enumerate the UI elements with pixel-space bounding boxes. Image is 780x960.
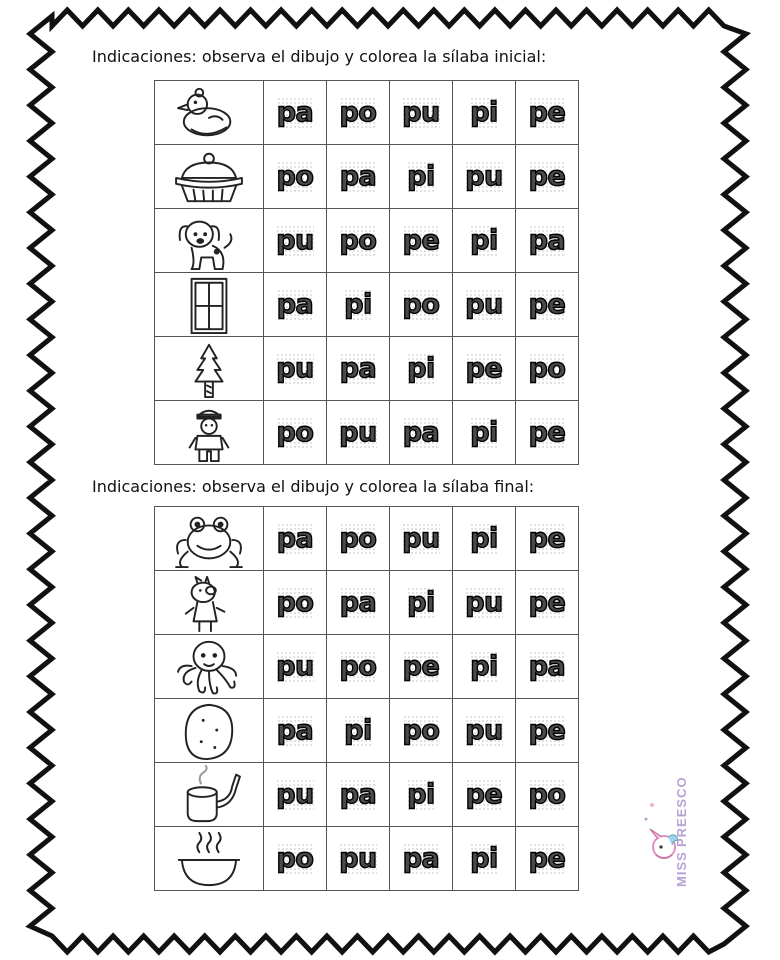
table-row xyxy=(155,273,579,337)
syllable-cell[interactable] xyxy=(516,635,579,699)
syllable-text: po xyxy=(276,843,314,874)
unicorn-icon xyxy=(645,803,679,858)
syllable-cell[interactable] xyxy=(516,273,579,337)
syllable-cell[interactable] xyxy=(327,337,390,401)
syllable-text: pu xyxy=(402,523,440,554)
picture-cell xyxy=(155,763,264,827)
syllable-cell[interactable] xyxy=(264,209,327,273)
pig-icon xyxy=(161,573,257,633)
syllable-text: pi xyxy=(407,161,435,192)
table-row xyxy=(155,209,579,273)
syllable-cell[interactable] xyxy=(264,827,327,891)
syllable-cell[interactable] xyxy=(264,763,327,827)
picture-cell xyxy=(155,507,264,571)
syllable-cell[interactable] xyxy=(327,507,390,571)
syllable-cell[interactable] xyxy=(453,827,516,891)
syllable-text: pi xyxy=(470,417,498,448)
syllable-cell[interactable] xyxy=(453,507,516,571)
syllable-text: po xyxy=(339,97,377,128)
initial-syllable-table xyxy=(154,80,579,465)
table-row xyxy=(155,699,579,763)
syllable-cell[interactable] xyxy=(453,699,516,763)
table-row xyxy=(155,635,579,699)
syllable-text: pi xyxy=(470,843,498,874)
syllable-text: pi xyxy=(407,353,435,384)
syllable-text: po xyxy=(339,651,377,682)
picture-cell xyxy=(155,145,264,209)
duck-icon xyxy=(161,83,257,143)
syllable-cell[interactable] xyxy=(327,81,390,145)
syllable-text: pe xyxy=(402,225,440,256)
syllable-text: pa xyxy=(528,225,566,256)
syllable-cell[interactable] xyxy=(264,571,327,635)
syllable-cell[interactable] xyxy=(516,827,579,891)
syllable-cell[interactable] xyxy=(453,337,516,401)
picture-cell xyxy=(155,273,264,337)
syllable-cell[interactable] xyxy=(327,145,390,209)
table-row xyxy=(155,145,579,209)
syllable-text: pu xyxy=(276,779,314,810)
syllable-cell[interactable] xyxy=(516,209,579,273)
syllable-text: pu xyxy=(339,417,377,448)
syllable-cell[interactable] xyxy=(390,209,453,273)
syllable-text: pa xyxy=(402,417,440,448)
soup-bowl-icon xyxy=(161,829,257,889)
pilot-icon xyxy=(161,403,257,463)
syllable-text: po xyxy=(528,353,566,384)
syllable-cell[interactable] xyxy=(390,273,453,337)
potato-icon xyxy=(161,701,257,761)
syllable-cell[interactable] xyxy=(327,571,390,635)
syllable-cell[interactable] xyxy=(390,635,453,699)
picture-cell xyxy=(155,827,264,891)
syllable-text: pu xyxy=(465,715,503,746)
syllable-text: pu xyxy=(276,651,314,682)
syllable-text: po xyxy=(276,417,314,448)
cake-icon xyxy=(161,147,257,207)
syllable-text: pu xyxy=(465,587,503,618)
syllable-text: pa xyxy=(339,779,377,810)
syllable-cell[interactable] xyxy=(516,763,579,827)
syllable-cell[interactable] xyxy=(516,337,579,401)
syllable-cell[interactable] xyxy=(390,337,453,401)
syllable-text: pe xyxy=(528,715,566,746)
syllable-cell[interactable] xyxy=(264,699,327,763)
syllable-cell[interactable] xyxy=(390,145,453,209)
octopus-icon xyxy=(161,637,257,697)
table-row xyxy=(155,571,579,635)
syllable-cell[interactable] xyxy=(453,401,516,465)
syllable-cell[interactable] xyxy=(264,507,327,571)
syllable-cell[interactable] xyxy=(516,507,579,571)
syllable-cell[interactable] xyxy=(516,145,579,209)
syllable-cell[interactable] xyxy=(264,401,327,465)
syllable-cell[interactable] xyxy=(390,571,453,635)
watermark-line1: MISS xyxy=(674,851,689,887)
watermark-line2: PREESCO xyxy=(674,776,689,847)
pine-tree-icon xyxy=(161,339,257,399)
frog-icon xyxy=(161,509,257,569)
syllable-text: po xyxy=(402,289,440,320)
syllable-text: po xyxy=(339,523,377,554)
syllable-cell[interactable] xyxy=(516,699,579,763)
syllable-text: pi xyxy=(344,289,372,320)
miss-preesco-logo xyxy=(638,735,698,895)
syllable-text: pu xyxy=(465,289,503,320)
syllable-cell[interactable] xyxy=(327,763,390,827)
syllable-cell[interactable] xyxy=(516,571,579,635)
syllable-text: pa xyxy=(339,161,377,192)
picture-cell xyxy=(155,337,264,401)
syllable-cell[interactable] xyxy=(327,827,390,891)
syllable-cell[interactable] xyxy=(453,145,516,209)
picture-cell xyxy=(155,571,264,635)
syllable-text: pu xyxy=(276,225,314,256)
syllable-text: pe xyxy=(465,779,503,810)
syllable-text: pa xyxy=(528,651,566,682)
table-row xyxy=(155,827,579,891)
syllable-text: pe xyxy=(528,523,566,554)
syllable-cell[interactable] xyxy=(264,81,327,145)
syllable-text: pi xyxy=(470,523,498,554)
syllable-cell[interactable] xyxy=(453,209,516,273)
syllable-text: pi xyxy=(470,97,498,128)
syllable-cell[interactable] xyxy=(453,273,516,337)
syllable-text: pe xyxy=(528,587,566,618)
syllable-cell[interactable] xyxy=(453,635,516,699)
syllable-text: po xyxy=(402,715,440,746)
table-row xyxy=(155,763,579,827)
instruction-initial-syllable: Indicaciones: observa el dibujo y colorea la sílaba inicial: xyxy=(92,47,547,66)
syllable-text: pa xyxy=(276,289,314,320)
syllable-cell[interactable] xyxy=(390,507,453,571)
syllable-text: pi xyxy=(407,587,435,618)
picture-cell xyxy=(155,81,264,145)
syllable-text: pe xyxy=(528,289,566,320)
syllable-cell[interactable] xyxy=(264,273,327,337)
syllable-text: pe xyxy=(528,161,566,192)
syllable-text: pi xyxy=(344,715,372,746)
picture-cell xyxy=(155,699,264,763)
door-icon xyxy=(161,275,257,335)
syllable-text: pe xyxy=(528,417,566,448)
syllable-text: pa xyxy=(339,587,377,618)
syllable-cell[interactable] xyxy=(264,145,327,209)
syllable-cell[interactable] xyxy=(390,401,453,465)
syllable-text: pa xyxy=(339,353,377,384)
instruction-final-syllable: Indicaciones: observa el dibujo y colorea la sílaba final: xyxy=(92,477,535,496)
syllable-cell[interactable] xyxy=(390,763,453,827)
syllable-cell[interactable] xyxy=(516,401,579,465)
syllable-cell[interactable] xyxy=(390,699,453,763)
syllable-text: pa xyxy=(276,523,314,554)
syllable-cell[interactable] xyxy=(264,635,327,699)
table-row xyxy=(155,81,579,145)
picture-cell xyxy=(155,635,264,699)
final-syllable-table xyxy=(154,506,579,891)
table-row xyxy=(155,337,579,401)
syllable-text: pi xyxy=(407,779,435,810)
syllable-text: pu xyxy=(276,353,314,384)
syllable-text: pi xyxy=(470,651,498,682)
syllable-text: pa xyxy=(276,97,314,128)
syllable-cell[interactable] xyxy=(453,81,516,145)
syllable-cell[interactable] xyxy=(327,209,390,273)
syllable-text: po xyxy=(276,587,314,618)
syllable-text: po xyxy=(528,779,566,810)
syllable-cell[interactable] xyxy=(516,81,579,145)
syllable-cell[interactable] xyxy=(390,81,453,145)
syllable-cell[interactable] xyxy=(327,401,390,465)
syllable-cell[interactable] xyxy=(327,273,390,337)
syllable-text: po xyxy=(276,161,314,192)
pipe-icon xyxy=(161,765,257,825)
syllable-text: po xyxy=(339,225,377,256)
syllable-text: pu xyxy=(339,843,377,874)
table-row xyxy=(155,507,579,571)
syllable-text: pu xyxy=(465,161,503,192)
syllable-text: pe xyxy=(528,97,566,128)
syllable-cell[interactable] xyxy=(390,827,453,891)
picture-cell xyxy=(155,401,264,465)
syllable-text: pe xyxy=(528,843,566,874)
syllable-text: pi xyxy=(470,225,498,256)
syllable-cell[interactable] xyxy=(453,763,516,827)
syllable-cell[interactable] xyxy=(327,635,390,699)
syllable-cell[interactable] xyxy=(327,699,390,763)
syllable-text: pe xyxy=(402,651,440,682)
dog-icon xyxy=(161,211,257,271)
syllable-text: pe xyxy=(465,353,503,384)
syllable-cell[interactable] xyxy=(453,571,516,635)
table-row xyxy=(155,401,579,465)
syllable-text: pa xyxy=(402,843,440,874)
syllable-text: pa xyxy=(276,715,314,746)
syllable-text: pu xyxy=(402,97,440,128)
picture-cell xyxy=(155,209,264,273)
syllable-cell[interactable] xyxy=(264,337,327,401)
